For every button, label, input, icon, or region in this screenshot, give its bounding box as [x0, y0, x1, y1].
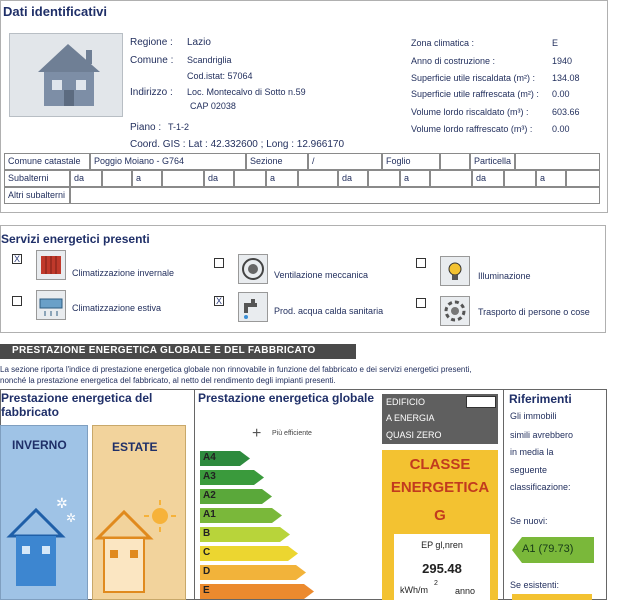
comune-label: Comune :: [130, 55, 174, 66]
sub-da-1: da: [70, 170, 102, 187]
class-label-a2: A2: [203, 490, 216, 501]
class-bar-a4: [200, 451, 240, 466]
riferimenti-line-1: Gli immobili: [510, 411, 557, 421]
altri-subalterni-label: Altri subalterni: [4, 187, 70, 204]
service-label-ventilazione: Ventilazione meccanica: [274, 270, 369, 280]
section-title-servizi: Servizi energetici presenti: [1, 232, 150, 246]
riferimenti-line-4: seguente: [510, 465, 548, 475]
class-bar-c: [200, 546, 288, 561]
winter-house-icon: [6, 492, 86, 597]
radiator-icon: [36, 250, 66, 280]
anno-costruzione-value: 1940: [552, 56, 573, 66]
sub-da-4: da: [472, 170, 504, 187]
se-esistenti-label: Se esistenti:: [510, 580, 560, 590]
service-label-illuminazione: Illuminazione: [478, 271, 531, 281]
checkbox-trasporto[interactable]: [416, 298, 426, 308]
ep-value: 295.48: [422, 561, 462, 576]
class-label-a4: A4: [203, 452, 216, 463]
class-bar-a2: [200, 489, 262, 504]
sub-blank-7: [504, 170, 536, 187]
subalterni-label: Subalterni: [4, 170, 70, 187]
foglio-value: [440, 153, 470, 170]
sub-blank-1: [102, 170, 132, 187]
riferimenti-line-2: simili avrebbero: [510, 430, 574, 440]
class-label-e: E: [203, 585, 210, 596]
sub-a-1: a: [132, 170, 162, 187]
class-label-c: C: [203, 547, 211, 558]
vol-riscaldato-label: Volume lordo riscaldato (m³) :: [411, 107, 529, 117]
se-nuovi-label: Se nuovi:: [510, 516, 548, 526]
zona-climatica-label: Zona climatica :: [411, 38, 475, 48]
cap-value: CAP 02038: [190, 101, 236, 111]
class-bar-d: [200, 565, 296, 580]
classe-label-1: CLASSE: [409, 456, 471, 473]
checkbox-acqua-calda[interactable]: X: [215, 296, 222, 306]
class-label-a3: A3: [203, 471, 216, 482]
anno-costruzione-label: Anno di costruzione :: [411, 56, 496, 66]
nzeb-line-1: EDIFICIO: [386, 397, 426, 407]
class-bar-b: [200, 527, 280, 542]
svg-text:✲: ✲: [66, 511, 77, 525]
vol-riscaldato-value: 603.66: [552, 107, 580, 117]
sub-blank-3: [234, 170, 266, 187]
summer-house-icon: [94, 498, 184, 600]
riferimenti-line-3: in media la: [510, 447, 554, 457]
coord-gis: Coord. GIS : Lat : 42.332600 ; Long : 12.966170: [130, 139, 345, 150]
comune-value: Scandriglia: [187, 55, 232, 65]
divider-1: [194, 389, 195, 600]
plus-icon: +: [252, 425, 262, 442]
sub-a-4: a: [536, 170, 566, 187]
ac-icon: [36, 290, 66, 320]
estate-label: ESTATE: [112, 440, 158, 454]
esistenti-arrow: [512, 594, 592, 600]
checkbox-ventilazione[interactable]: [214, 258, 224, 268]
regione-label: Regione :: [130, 37, 173, 48]
sup-raffrescata-value: 0.00: [552, 89, 570, 99]
class-label-b: B: [203, 528, 211, 539]
sub-blank-5: [368, 170, 400, 187]
ep-unit: kWh/m: [400, 585, 428, 595]
service-label-trasporto: Trasporto di persone o cose: [478, 307, 590, 317]
sub-a-3: a: [400, 170, 430, 187]
sup-riscaldata-label: Superficie utile riscaldata (m²) :: [411, 73, 536, 83]
fabbricato-title-1: Prestazione energetica del: [1, 391, 153, 405]
fan-icon: [238, 254, 268, 284]
particella-value: [515, 153, 600, 170]
nzeb-checkbox[interactable]: [466, 396, 496, 408]
intro-line-1: La sezione riporta l'indice di prestazione energetica globale non rinnovabile in funzione del fabbricato e dei servizi energetici presenti,: [0, 365, 472, 374]
inverno-label: INVERNO: [12, 438, 67, 452]
nuovi-value: A1 (79.73): [522, 543, 574, 555]
comune-catastale-value: Poggio Moiano - G764: [90, 153, 246, 170]
ep-anno: anno: [455, 586, 476, 596]
section-title-dati: Dati identificativi: [3, 4, 108, 19]
nzeb-line-2: A ENERGIA: [386, 413, 435, 423]
cod-istat: Cod.istat: 57064: [187, 71, 253, 81]
class-bar-a1: [200, 508, 272, 523]
altri-subalterni-value: [70, 187, 600, 204]
riferimenti-line-5: classificazione:: [510, 482, 571, 492]
sub-da-2: da: [204, 170, 234, 187]
checkbox-climatizzazione-estiva[interactable]: [12, 296, 22, 306]
ep-label: EP gl,nren: [421, 540, 463, 550]
sub-a-2: a: [266, 170, 298, 187]
sub-da-3: da: [338, 170, 368, 187]
sup-riscaldata-value: 134.08: [552, 73, 580, 83]
particella-label: Particella: [470, 153, 515, 170]
indirizzo-value: Loc. Montecalvo di Sotto n.59: [187, 87, 306, 97]
sub-blank-4: [298, 170, 338, 187]
sezione-label: Sezione: [246, 153, 308, 170]
indirizzo-label: Indirizzo :: [130, 87, 173, 98]
sup-raffrescata-label: Superficie utile raffrescata (m²) :: [411, 89, 539, 99]
building-icon: [9, 33, 123, 117]
class-label-a1: A1: [203, 509, 216, 520]
ep-unit-sup: 2: [434, 580, 438, 587]
class-bar-e: [200, 584, 304, 599]
piu-efficiente-label: Più efficiente: [272, 430, 312, 437]
sezione-value: /: [308, 153, 382, 170]
piano-value: T-1-2: [168, 122, 190, 132]
banner-title: PRESTAZIONE ENERGETICA GLOBALE E DEL FABBRICATO: [12, 345, 316, 356]
elevator-icon: [440, 296, 470, 326]
svg-text:✲: ✲: [56, 495, 68, 511]
class-bar-a3: [200, 470, 254, 485]
bulb-icon: [440, 256, 470, 286]
service-label-acqua-calda: Prod. acqua calda sanitaria: [274, 306, 384, 316]
service-label-invernale: Climatizzazione invernale: [72, 268, 175, 278]
fabbricato-title-2: fabbricato: [1, 405, 60, 419]
service-label-estiva: Climatizzazione estiva: [72, 303, 162, 313]
classe-value: G: [434, 507, 446, 524]
sub-blank-8: [566, 170, 600, 187]
piano-label: Piano :: [130, 122, 162, 133]
class-label-d: D: [203, 566, 211, 577]
zona-climatica-value: E: [552, 38, 559, 48]
nzeb-line-3: QUASI ZERO: [386, 430, 442, 440]
sub-blank-2: [162, 170, 204, 187]
comune-catastale-label: Comune catastale: [4, 153, 90, 170]
globale-title: Prestazione energetica globale: [198, 391, 375, 405]
checkbox-climatizzazione-invernale[interactable]: X: [13, 254, 20, 264]
regione-value: Lazio: [187, 37, 211, 48]
vol-raffrescato-value: 0.00: [552, 124, 570, 134]
tap-icon: [238, 292, 268, 322]
vol-raffrescato-label: Volume lordo raffrescato (m³) :: [411, 124, 533, 134]
checkbox-illuminazione[interactable]: [416, 258, 426, 268]
divider-2: [503, 389, 504, 600]
sub-blank-6: [430, 170, 472, 187]
classe-label-2: ENERGETICA: [390, 479, 490, 496]
foglio-label: Foglio: [382, 153, 440, 170]
riferimenti-title: Riferimenti: [509, 392, 572, 406]
intro-line-2: nonché la prestazione energetica del fabbricato, al netto del rendimento degli impianti presenti.: [0, 376, 336, 385]
